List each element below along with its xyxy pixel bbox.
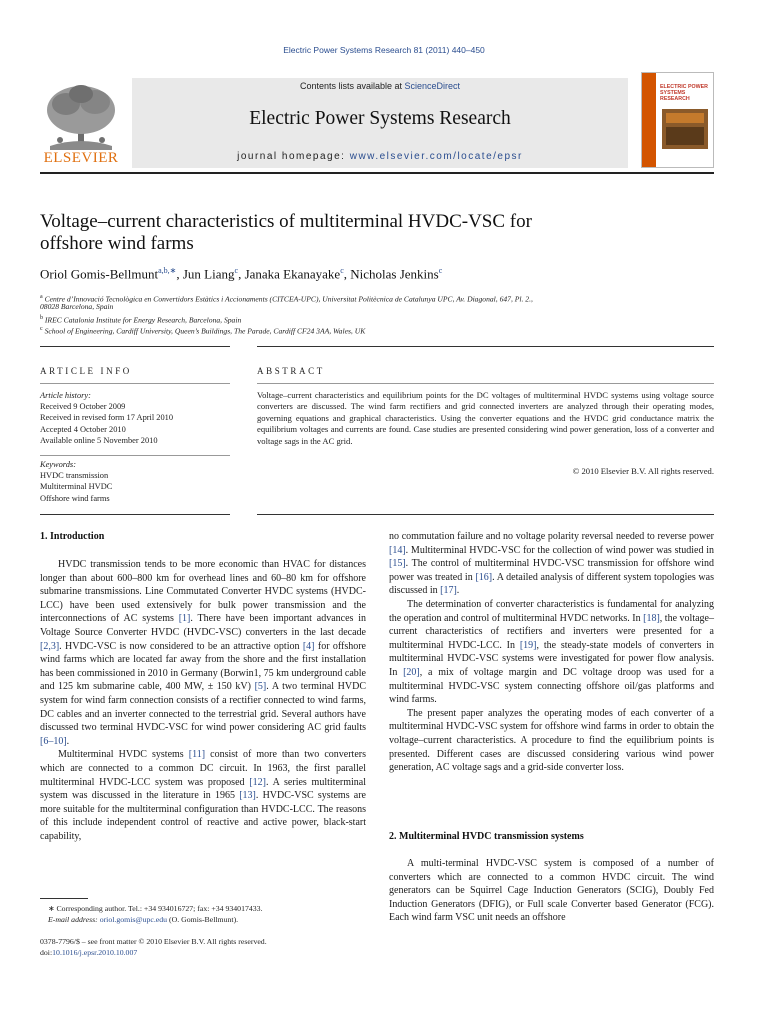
cover-strip bbox=[642, 73, 656, 168]
citation-link[interactable]: [6–10] bbox=[40, 735, 67, 747]
citation-link[interactable]: [5] bbox=[254, 681, 267, 693]
keywords-rule bbox=[40, 455, 230, 456]
author-name[interactable]: Nicholas Jenkins bbox=[350, 266, 439, 282]
cover-illustration-icon bbox=[662, 109, 708, 149]
keyword: Offshore wind farms bbox=[40, 493, 110, 503]
citation-link[interactable]: [12] bbox=[249, 776, 266, 788]
author-name[interactable]: Jun Liang bbox=[182, 266, 235, 282]
paragraph: Multiterminal HVDC systems [11] consist of more than two converters which are connected to a common DC circuit. In 1963, the first parallel multiterminal HVDC-LCC system was proposed [12]. A series multiterminal system was discussed in the literature in 1965 [13]. HVDC-VSC systems are more suitable for the multiterminal configuration than HVDC-LCC. The reasons of this include independent control of reactive and active power, black-start capability, bbox=[40, 749, 366, 842]
keywords bbox=[40, 459, 230, 504]
abstract-top-rule bbox=[257, 346, 714, 347]
abstract-copyright: © 2010 Elsevier B.V. All rights reserved. bbox=[572, 466, 714, 476]
header-rule bbox=[40, 172, 714, 174]
article-info-heading: ARTICLE INFO bbox=[40, 366, 132, 376]
article-info-bottom-rule bbox=[40, 514, 230, 515]
paragraph: no commutation failure and no voltage polarity reversal needed to reverse power [14]. Multiterminal HVDC-VSC for the collection of wind power was studied in [15]. The control of multiterminal HVDC-VSC transmission for offshore wind power was treated in [16]. A detailed analysis of different system topologies was discussed in [17]. bbox=[389, 531, 714, 597]
homepage-prefix: journal homepage: bbox=[237, 151, 350, 162]
citation-link[interactable]: [15] bbox=[389, 558, 406, 570]
journal-reference[interactable]: Electric Power Systems Research 81 (2011) 440–450 bbox=[283, 45, 485, 55]
abstract-bottom-rule bbox=[257, 514, 714, 515]
issn-line: 0378-7796/$ – see front matter © 2010 Elsevier B.V. All rights reserved. bbox=[40, 937, 267, 946]
email-link[interactable]: oriol.gomis@upc.edu bbox=[99, 914, 168, 924]
citation-link[interactable]: [2,3] bbox=[40, 640, 60, 652]
citation-link[interactable]: [14] bbox=[389, 544, 406, 556]
journal-cover-thumbnail[interactable] bbox=[641, 72, 714, 168]
author-affiliation-mark[interactable]: a,b,∗ bbox=[158, 266, 177, 275]
contents-prefix: Contents lists available at bbox=[299, 81, 405, 91]
citation-link[interactable]: [16] bbox=[475, 571, 493, 583]
history-entry: Received 9 October 2009 bbox=[40, 402, 126, 412]
author-affiliation-mark[interactable]: c bbox=[234, 266, 239, 275]
keyword: HVDC transmission bbox=[40, 471, 109, 481]
abstract-text: Voltage–current characteristics and equilibrium points for the DC voltages of multiterminal HVDC systems using voltage source converters are discussed. The wind farm rectifiers and grid connected inverters are analyzed through their operating modes, governing equations and graphical characteristics. Using the converter equations and the HVDC grid conductance matrix the equilibrium voltages and currents are found. Case studies are presented considering wind power generation, loss of a converter and voltage sags in the AC grid. bbox=[257, 390, 714, 446]
history-entry: Accepted 4 October 2010 bbox=[40, 424, 126, 434]
corresponding-author-footnote bbox=[48, 904, 378, 925]
affiliation bbox=[40, 324, 720, 337]
right-column-text bbox=[389, 530, 714, 775]
email-suffix: (O. Gomis-Bellmunt). bbox=[167, 914, 239, 924]
author-list: Oriol Gomis-Bellmunt$^{a,b,∗}$, Jun Liang$^c$, Janaka Ekanayake$^c$, Nicholas Jenkins$^c$ bbox=[40, 266, 443, 282]
doi-label: doi: bbox=[40, 947, 53, 957]
keywords-label: Keywords: bbox=[40, 460, 76, 469]
doi-line bbox=[40, 948, 370, 959]
issn-footnote bbox=[40, 937, 370, 958]
affiliation-mark: a bbox=[40, 294, 43, 300]
email-label: E-mail address: bbox=[48, 914, 100, 924]
history-entry: Available online 5 November 2010 bbox=[40, 435, 158, 445]
abstract-heading: ABSTRACT bbox=[257, 366, 325, 376]
footnote-rule bbox=[40, 898, 88, 899]
author-name[interactable]: Janaka Ekanayake bbox=[244, 266, 341, 282]
affiliation-text: 08028 Barcelona, Spain bbox=[40, 302, 114, 311]
right-column-text-2 bbox=[389, 857, 714, 925]
abstract-sub-rule bbox=[257, 383, 714, 384]
citation-link[interactable]: [13] bbox=[239, 790, 256, 802]
author-affiliation-mark[interactable]: c bbox=[438, 266, 443, 275]
citation-link[interactable]: [19] bbox=[519, 639, 537, 651]
journal-homepage bbox=[132, 151, 628, 162]
cover-title: ELECTRIC POWER SYSTEMS RESEARCH bbox=[660, 84, 708, 103]
affiliation-text: School of Engineering, Cardiff University, Queen’s Buildings, The Parade, Cardiff CF24 3AA, Wales, UK bbox=[44, 326, 366, 336]
affiliation-mark: c bbox=[40, 326, 43, 332]
paragraph: The determination of converter characteristics is fundamental for analyzing the operation and control of multiterminal HVDC networks. In [18], the voltage–current characteristics of rectifiers and inverters were presented for a multiterminal HVDC-LCC. In [19], the steady-state models of converters in multiterminal HVDC-VSC systems were investigated for power flow analysis. In [20], a mix of voltage margin and DC voltage droop was used for a multiterminal HVDC-VSC system connecting offshore oil/gas platforms and wind farms. bbox=[389, 598, 714, 706]
history-entry: Received in revised form 17 April 2010 bbox=[40, 413, 174, 423]
paper-title bbox=[40, 211, 640, 255]
affiliation-text: Centre d’Innovació Tecnològica en Convertidors Estàtics i Accionaments (CITCEA-UPC), Universitat Politècnica de Catalunya UPC, Av. Diagonal, 647, Pl. 2., bbox=[44, 294, 533, 304]
affiliation-mark: b bbox=[40, 315, 43, 321]
elsevier-wordmark: ELSEVIER bbox=[43, 150, 119, 166]
article-history-label: Article history: bbox=[40, 391, 91, 400]
corresponding-author: ∗ Corresponding author. Tel.: +34 934016727; fax: +34 934017433. bbox=[48, 904, 263, 913]
journal-title: Electric Power Systems Research bbox=[249, 108, 511, 129]
keyword: Multiterminal HVDC bbox=[40, 482, 113, 492]
citation-link[interactable]: [1] bbox=[178, 613, 191, 625]
paragraph: A multi-terminal HVDC-VSC system is composed of a number of converters which are connected to a common HVDC circuit. The wind generators can be Squirrel Cage Induction Generators (SCIG), Doubly Fed Induction Generators (DFIG), or Full scale Converter based Generator (FCG). Each wind farm VSC unit needs an offshore bbox=[389, 858, 714, 924]
paragraph: HVDC transmission tends to be more economic than HVAC for distances longer than about 600–800 km for overhead lines and 60–80 km for offshore submarine transmissions. Line Commutated Converter HVDC systems (HVDC-LCC) have been used extensively for bulk power transmission and the interconnections of AC systems [1]. There have been important advances in Voltage Source Converter HVDC (HVDC-VSC) converters in the last decade [2,3]. HVDC-VSC is now considered to be an attractive option [4] for offshore wind farms which are located far away from the shore and the first installation has been commissioned in 2010 in Germany (Borwin1, 75 km underground cable and 125 km submarine cable, 400 MW, ± 150 kV) [5]. A two terminal HVDC system for wind farm connection consists of a rectifier connected to wind farms, DC cables and an inverter connected to the terrestrial grid. Several authors have discussed two terminal HVDC-VSC for wind power considering AC grid faults [6–10]. bbox=[40, 559, 367, 747]
doi-link[interactable]: 10.1016/j.epsr.2010.10.007 bbox=[52, 947, 138, 957]
citation-link[interactable]: [20] bbox=[403, 666, 420, 678]
contents-line bbox=[132, 81, 628, 91]
article-info-sub-rule bbox=[40, 383, 230, 384]
citation-link[interactable]: [17] bbox=[440, 585, 457, 597]
homepage-link[interactable]: www.elsevier.com/locate/epsr bbox=[349, 151, 523, 162]
affiliation-text: IREC Catalonia Institute for Energy Research, Barcelona, Spain bbox=[44, 315, 242, 325]
citation-link[interactable]: [11] bbox=[188, 749, 206, 761]
citation-link[interactable]: [18] bbox=[643, 612, 660, 624]
author-name[interactable]: Oriol Gomis-Bellmunt bbox=[40, 266, 159, 282]
left-column-text bbox=[40, 558, 366, 843]
sciencedirect-link[interactable]: ScienceDirect bbox=[404, 81, 461, 91]
article-history bbox=[40, 390, 230, 446]
author-affiliation-mark[interactable]: c bbox=[340, 266, 344, 275]
citation-link[interactable]: [4] bbox=[302, 640, 315, 652]
email-line bbox=[48, 915, 378, 926]
paper-title-line-2: offshore wind farms bbox=[40, 233, 194, 254]
affiliation bbox=[40, 302, 720, 313]
article-info-top-rule bbox=[40, 346, 230, 347]
paper-title-line-1: Voltage–current characteristics of multiterminal HVDC-VSC for bbox=[40, 211, 532, 232]
paragraph: The present paper analyzes the operating modes of each converter of a multiterminal HVDC-VSC system for offshore wind farms in order to obtain the voltage–current characteristics. A procedure to find the equilibrium points is presented. Different cases are discussed considering various wind power generation, AC voltage sags and a grid-side converter loss. bbox=[389, 707, 714, 774]
section-heading-introduction: 1. Introduction bbox=[40, 531, 105, 542]
section-heading-multiterminal: 2. Multiterminal HVDC transmission systems bbox=[389, 831, 584, 842]
